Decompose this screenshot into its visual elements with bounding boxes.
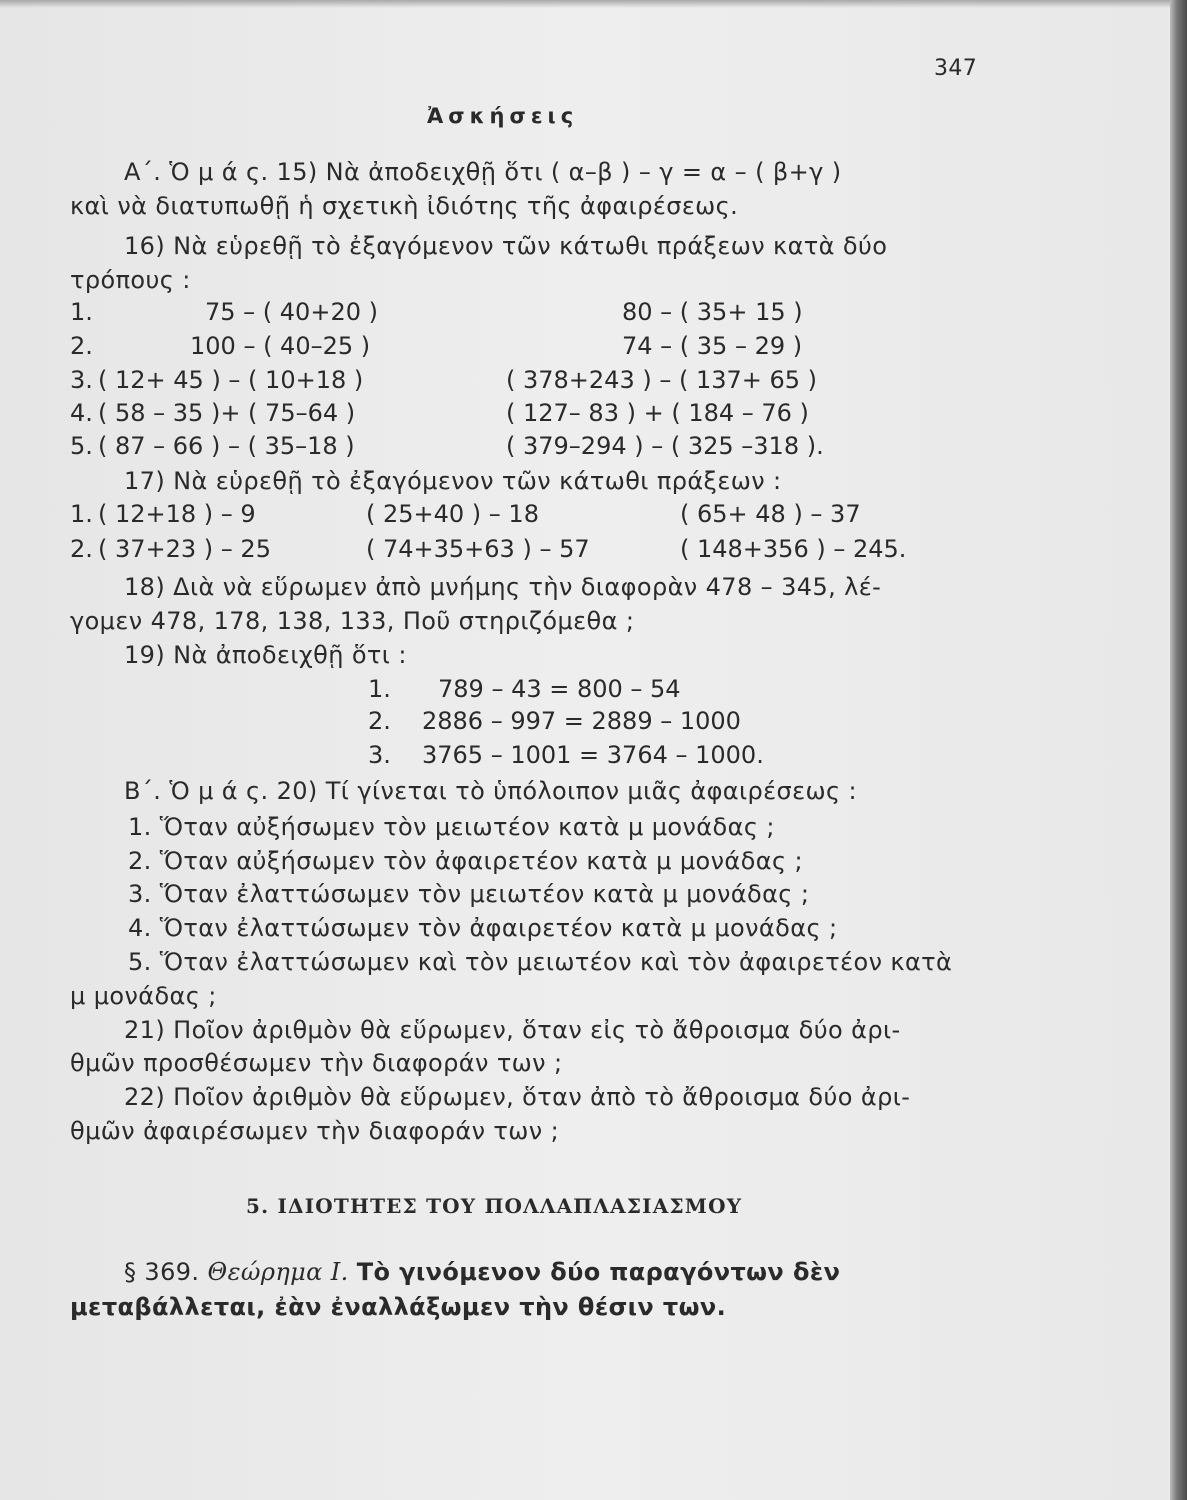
ex16-row5-right: ( 379–294 ) – ( 325 –318 ). <box>506 432 824 460</box>
ex16-line2: τρόπους : <box>70 266 191 294</box>
ex20-item1: 1. Ὅταν αὐξήσωμεν τὸν μειωτέον κατὰ μ μονάδας ; <box>128 813 775 841</box>
ex16-row3-num: 3. <box>70 366 93 394</box>
ex16-row2-num: 2. <box>70 332 93 360</box>
theorem-text-1: Τὸ γινόμενον δύο παραγόντων δὲν <box>356 1258 841 1286</box>
ex17-line1: 17) Νὰ εὑρεθῇ τὸ ἐξαγόμενον τῶν κάτωθι πράξεων : <box>124 467 782 495</box>
ex19-row1-expr: 789 – 43 = 800 – 54 <box>438 675 681 703</box>
theorem-label: Θεώρημα Ι. <box>207 1258 349 1286</box>
ex19-row1-num: 1. <box>368 675 391 703</box>
ex16-line1: 16) Νὰ εὑρεθῇ τὸ ἐξαγόμενον τῶν κάτωθι πράξεων κατὰ δύο <box>124 232 888 260</box>
ex17-row1-b: ( 25+40 ) – 18 <box>366 500 539 528</box>
theorem-paragraph: § 369. <box>124 1258 200 1286</box>
ex20-item4: 4. Ὅταν ἐλαττώσωμεν τὸν ἀφαιρετέον κατὰ μ μονάδας ; <box>128 914 838 942</box>
ex17-row1-num: 1. <box>70 500 93 528</box>
page-number: 347 <box>934 56 978 81</box>
ex17-row2-num: 2. <box>70 535 93 563</box>
ex16-row1-left: 75 – ( 40+20 ) <box>205 298 378 326</box>
ex20-item2: 2. Ὅταν αὐξήσωμεν τὸν ἀφαιρετέον κατὰ μ μονάδας ; <box>128 847 803 875</box>
ex20-line1: Β΄. Ὁ μ ά ς. 20) Τί γίνεται τὸ ὑπόλοιπον μιᾶς ἀφαιρέσεως : <box>124 777 858 805</box>
ex22-line2: θμῶν ἀφαιρέσωμεν τὴν διαφοράν των ; <box>70 1117 560 1145</box>
ex21-line2: θμῶν προσθέσωμεν τὴν διαφοράν των ; <box>70 1049 563 1077</box>
ex17-row2-b: ( 74+35+63 ) – 57 <box>366 535 590 563</box>
ex16-row4-left: ( 58 – 35 )+ ( 75–64 ) <box>98 399 356 427</box>
ex17-row2-c: ( 148+356 ) – 245. <box>680 535 907 563</box>
ex15-line2: καὶ νὰ διατυπωθῇ ἡ σχετικὴ ἰδιότης τῆς ἀφαιρέσεως. <box>70 192 739 220</box>
ex19-row3-expr: 3765 – 1001 = 3764 – 1000. <box>422 741 764 769</box>
ex16-row4-num: 4. <box>70 399 93 427</box>
ex20-item5: 5. Ὅταν ἐλαττώσωμεν καὶ τὸν μειωτέον καὶ τὸν ἀφαιρετέον κατὰ <box>128 948 953 976</box>
ex19-row3-num: 3. <box>368 741 391 769</box>
ex20-item5-cont: μ μονάδας ; <box>70 982 217 1010</box>
ex20-item3: 3. Ὅταν ἐλαττώσωμεν τὸν μειωτέον κατὰ μ μονάδας ; <box>128 880 810 908</box>
ex19-line1: 19) Νὰ ἀποδειχθῇ ὅτι : <box>124 641 407 669</box>
theorem-line2: μεταβάλλεται, ἐὰν ἐναλλάξωμεν τὴν θέσιν των. <box>70 1293 727 1321</box>
ex22-line1: 22) Ποῖον ἀριθμὸν θὰ εὕρωμεν, ὅταν ἀπὸ τὸ ἄθροισμα δύο ἀρι- <box>124 1083 911 1111</box>
ex16-row3-right: ( 378+243 ) – ( 137+ 65 ) <box>506 366 818 394</box>
ex16-row1-num: 1. <box>70 298 93 326</box>
ex17-row2-a: ( 37+23 ) – 25 <box>98 535 271 563</box>
ex17-row1-c: ( 65+ 48 ) – 37 <box>680 500 861 528</box>
ex16-row1-right: 80 – ( 35+ 15 ) <box>622 298 803 326</box>
ex16-row5-left: ( 87 – 66 ) – ( 35–18 ) <box>98 432 355 460</box>
ex18-line2: γομεν 478, 178, 138, 133, Ποῦ στηριζόμεθα ; <box>70 607 635 635</box>
chapter-title: 5. ΙΔΙΟΤΗΤΕΣ ΤΟΥ ΠΟΛΛΑΠΛΑΣΙΑΣΜΟΥ <box>246 1194 743 1218</box>
ex16-row3-left: ( 12+ 45 ) – ( 10+18 ) <box>98 366 364 394</box>
theorem-line1 <box>124 1257 840 1287</box>
ex16-row4-right: ( 127– 83 ) + ( 184 – 76 ) <box>506 399 809 427</box>
ex16-row5-num: 5. <box>70 432 93 460</box>
ex19-row2-expr: 2886 – 997 = 2889 – 1000 <box>422 707 741 735</box>
ex21-line1: 21) Ποῖον ἀριθμὸν θὰ εὕρωμεν, ὅταν εἰς τὸ ἄθροισμα δύο ἀρι- <box>124 1016 901 1044</box>
ex16-row2-left: 100 – ( 40–25 ) <box>190 332 371 360</box>
book-spine <box>1170 0 1187 1500</box>
ex15-line1: Α΄. Ὁ μ ά ς. 15) Νὰ ἀποδειχθῇ ὅτι ( α–β ) – γ = α – ( β+γ ) <box>124 158 842 186</box>
ex19-row2-num: 2. <box>368 707 391 735</box>
page-top-edge <box>0 0 1170 8</box>
ex16-row2-right: 74 – ( 35 – 29 ) <box>622 332 803 360</box>
section-title: Ἀσκήσεις <box>427 104 579 128</box>
ex17-row1-a: ( 12+18 ) – 9 <box>98 500 256 528</box>
ex18-line1: 18) Διὰ νὰ εὕρωμεν ἀπὸ μνήμης τὴν διαφορὰν 478 – 345, λέ- <box>124 573 882 601</box>
